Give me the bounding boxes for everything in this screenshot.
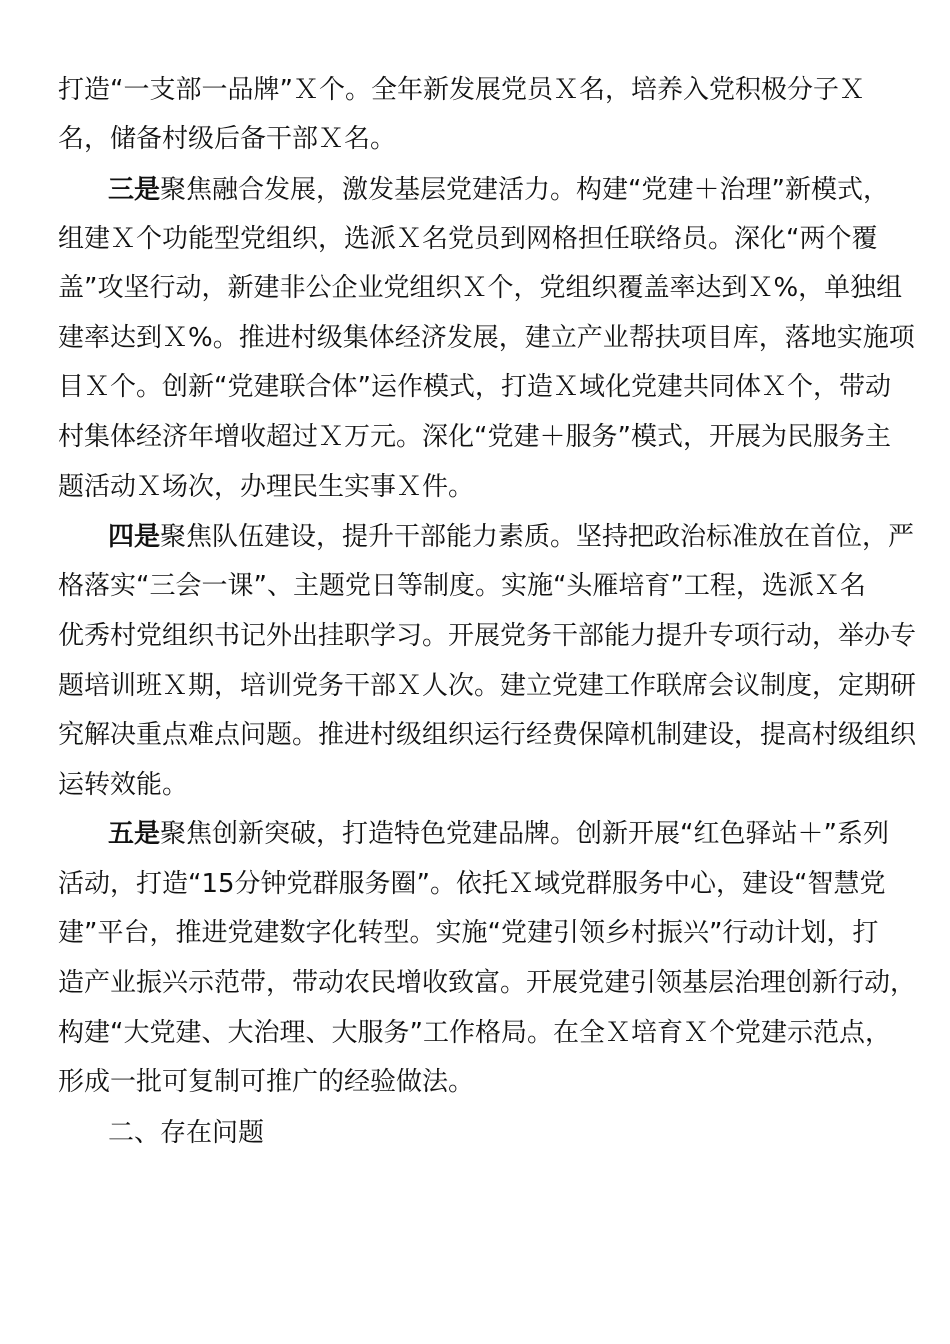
- text-line: 格落实“三会一课”、主题党日等制度。实施“头雁培育”工程，选派Ｘ名: [58, 571, 866, 601]
- text-line: 题培训班Ｘ期，培训党务干部Ｘ人次。建立党建工作联席会议制度，定期研: [58, 671, 917, 701]
- text-line: 村集体经济年增收超过Ｘ万元。深化“党建＋服务”模式，开展为民服务主: [58, 422, 891, 452]
- text-line: 构建“大党建、大治理、大服务”工作格局。在全Ｘ培育Ｘ个党建示范点，: [58, 1018, 891, 1048]
- text-line: 聚焦创新突破，打造特色党建品牌。创新开展“红色驿站＋”系列: [160, 819, 889, 849]
- text-line: 形成一批可复制可推广的经验做法。: [58, 1067, 475, 1097]
- text-line: 盖”攻坚行动，新建非公企业党组织Ｘ个，党组织覆盖率达到Ｘ%，单独组: [58, 273, 903, 303]
- text-line: 建”平台，推进党建数字化转型。实施“党建引领乡村振兴”行动计划，打: [58, 918, 879, 948]
- text-line: 名，储备村级后备干部Ｘ名。: [58, 124, 397, 154]
- text-line: 活动，打造“15分钟党群服务圈”。依托Ｘ域党群服务中心，建设“智慧党: [58, 869, 886, 899]
- text-line: 打造“一支部一品牌”Ｘ个。全年新发展党员Ｘ名，培养入党积极分子Ｘ: [58, 75, 865, 105]
- text-line: 聚焦队伍建设，提升干部能力素质。坚持把政治标准放在首位，严: [160, 522, 915, 552]
- text-line: 题活动Ｘ场次，办理民生实事Ｘ件。: [58, 472, 475, 502]
- text-line: 建率达到Ｘ%。推进村级集体经济发展，建立产业帮扶项目库，落地实施项: [58, 323, 915, 353]
- text-line: 运转效能。: [58, 770, 189, 800]
- text-line: 优秀村党组织书记外出挂职学习。开展党务干部能力提升专项行动，举办专: [58, 621, 917, 651]
- section-lead: 四是: [108, 522, 161, 552]
- paragraph-first-line: [108, 174, 889, 206]
- text-line: 造产业振兴示范带，带动农民增收致富。开展党建引领基层治理创新行动，: [58, 968, 917, 998]
- section-lead: 五是: [108, 819, 161, 849]
- section-lead: 三是: [108, 175, 161, 205]
- text-line: 聚焦融合发展，激发基层党建活力。构建“党建＋治理”新模式，: [160, 175, 889, 205]
- section-heading: 二、存在问题: [108, 1118, 265, 1148]
- text-line: 组建Ｘ个功能型党组织，选派Ｘ名党员到网格担任联络员。深化“两个覆: [58, 224, 878, 254]
- text-line: 究解决重点难点问题。推进村级组织运行经费保障机制建设，提高村级组织: [58, 720, 917, 750]
- text-line: 目Ｘ个。创新“党建联合体”运作模式，打造Ｘ域化党建共同体Ｘ个，带动: [58, 372, 891, 402]
- paragraph-first-line: [108, 521, 914, 553]
- paragraph-first-line: [108, 818, 889, 850]
